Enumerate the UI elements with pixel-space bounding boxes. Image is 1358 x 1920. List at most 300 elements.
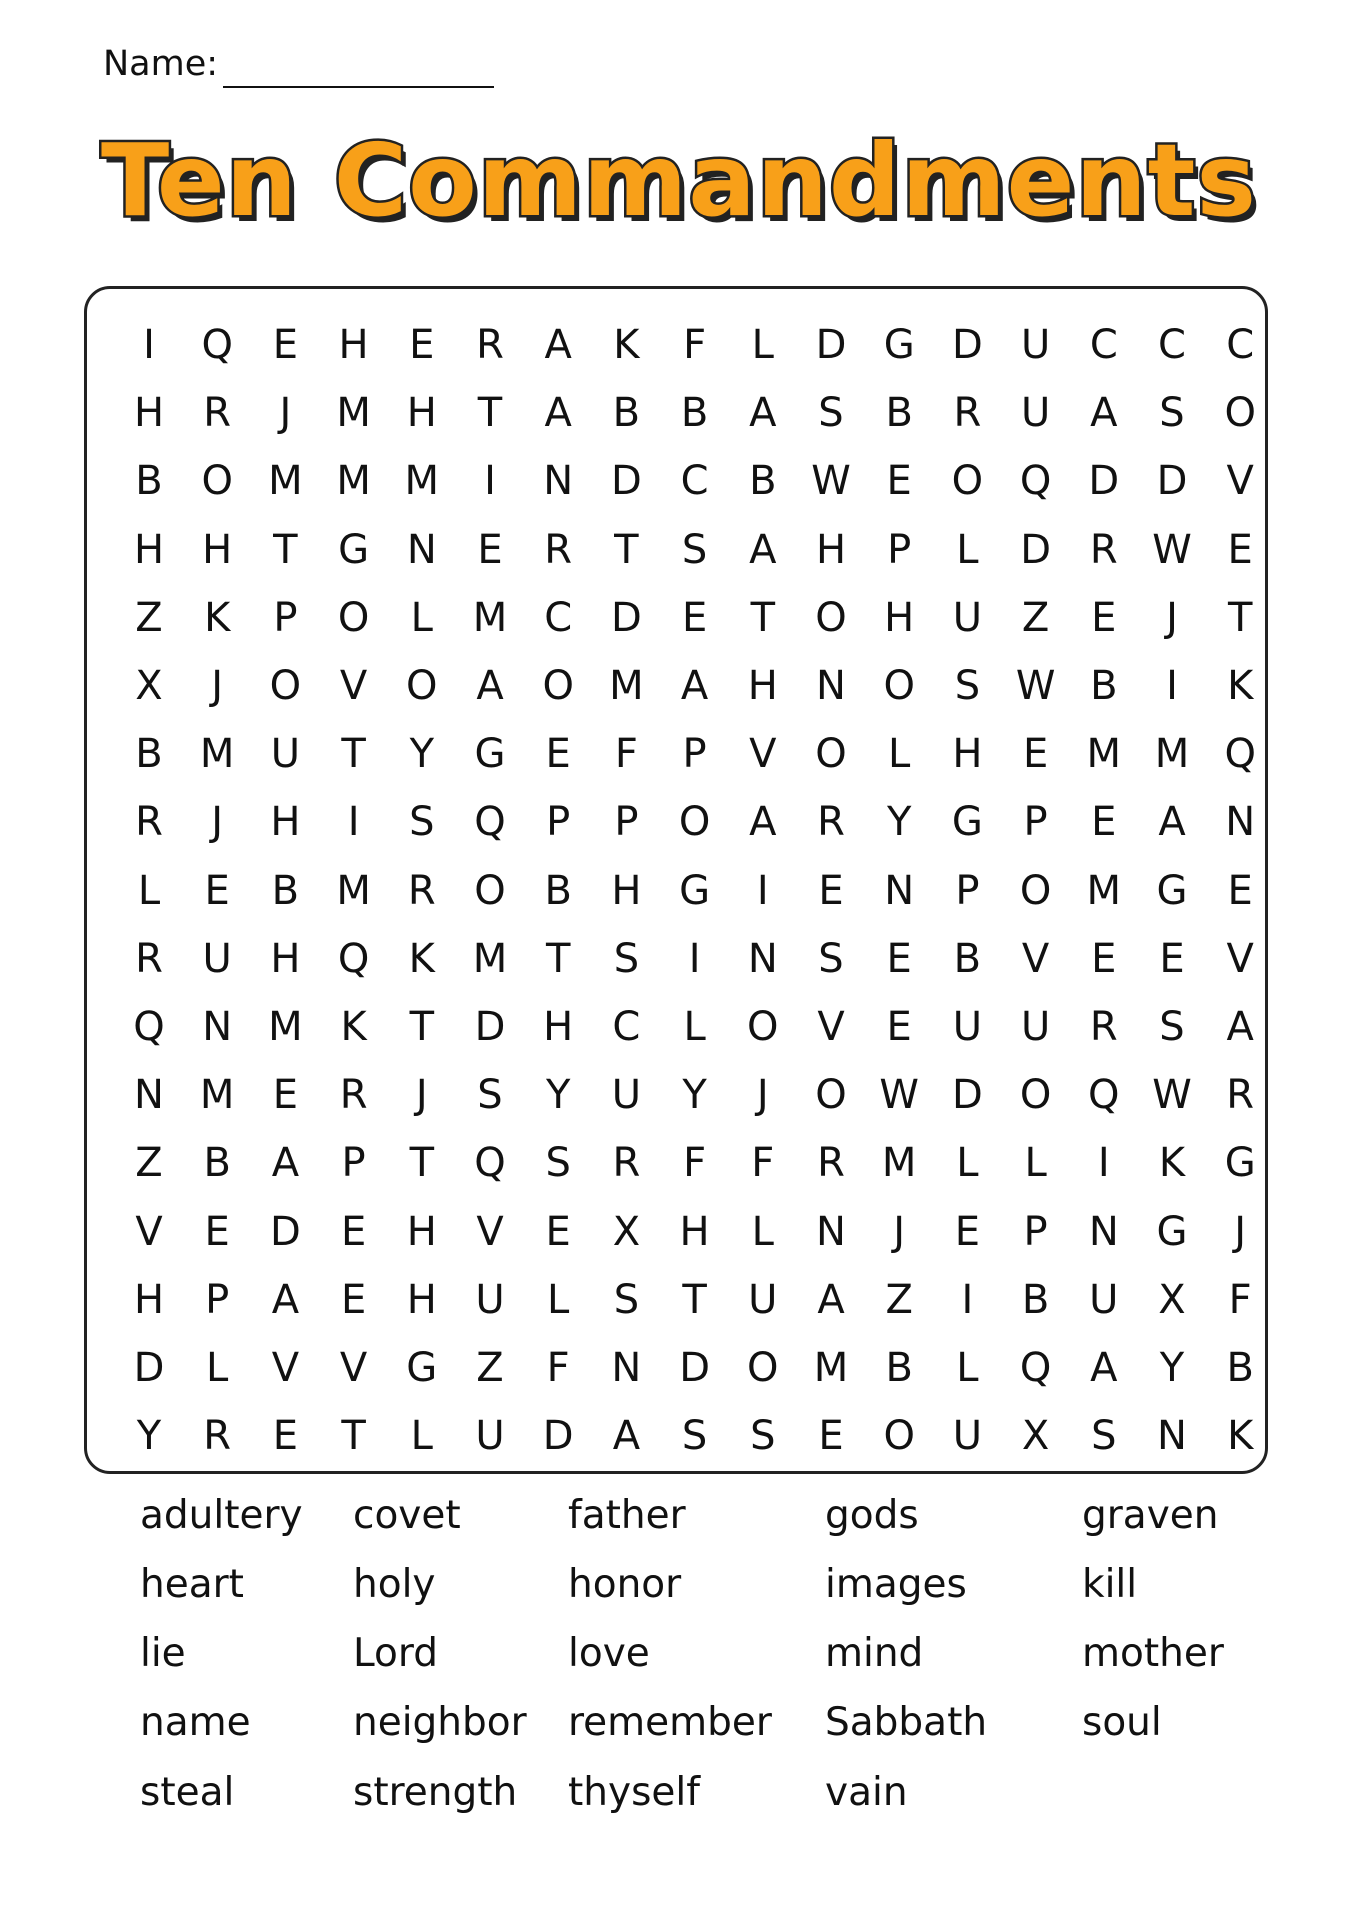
grid-cell[interactable]: R: [203, 1413, 232, 1460]
grid-cell[interactable]: Q: [337, 935, 370, 982]
grid-cell[interactable]: B: [612, 390, 641, 437]
grid-cell[interactable]: E: [204, 867, 230, 914]
grid-cell[interactable]: N: [816, 663, 846, 709]
grid-cell[interactable]: U: [270, 731, 301, 778]
grid-cell[interactable]: C: [1158, 322, 1186, 368]
grid-cell[interactable]: H: [133, 1276, 165, 1323]
grid-cell[interactable]: M: [881, 1140, 917, 1187]
grid-cell[interactable]: O: [337, 594, 370, 641]
grid-cell[interactable]: B: [885, 390, 913, 437]
grid-cell[interactable]: Z: [885, 1276, 913, 1323]
word-list-item: graven: [1082, 1493, 1219, 1538]
grid-cell[interactable]: M: [472, 594, 508, 641]
grid-cell[interactable]: U: [952, 1004, 983, 1050]
grid-cell[interactable]: O: [815, 1072, 847, 1119]
grid-cell[interactable]: P: [614, 799, 639, 846]
grid-cell[interactable]: I: [143, 322, 155, 368]
grid-cell[interactable]: L: [137, 867, 161, 914]
grid-cell[interactable]: I: [484, 458, 496, 505]
grid-cell[interactable]: Y: [136, 1413, 162, 1460]
grid-cell[interactable]: V: [476, 1208, 504, 1255]
grid-cell[interactable]: C: [544, 594, 573, 641]
grid-cell[interactable]: E: [886, 935, 912, 982]
grid-cell[interactable]: E: [545, 731, 571, 778]
grid-cell[interactable]: O: [678, 799, 711, 846]
grid-cell[interactable]: L: [751, 322, 774, 368]
grid-cell[interactable]: S: [613, 935, 640, 982]
grid-cell[interactable]: Y: [1159, 1345, 1185, 1391]
grid-cell[interactable]: E: [818, 1413, 844, 1460]
grid-cell[interactable]: S: [477, 1072, 503, 1119]
grid-cell[interactable]: G: [474, 731, 506, 778]
grid-cell[interactable]: R: [135, 935, 163, 982]
grid-cell[interactable]: G: [406, 1345, 438, 1391]
grid-cell[interactable]: F: [1228, 1276, 1252, 1323]
grid-cell[interactable]: L: [410, 1413, 433, 1460]
grid-cell[interactable]: H: [747, 663, 778, 709]
grid-cell[interactable]: V: [339, 1345, 368, 1391]
grid-cell[interactable]: A: [476, 663, 504, 709]
grid-cell[interactable]: G: [883, 322, 915, 368]
grid-cell[interactable]: V: [1226, 458, 1254, 505]
grid-cell[interactable]: T: [273, 526, 298, 573]
grid-cell[interactable]: W: [1152, 526, 1192, 573]
grid-cell[interactable]: O: [747, 1345, 779, 1391]
grid-cell[interactable]: L: [956, 1140, 979, 1187]
grid-cell[interactable]: A: [271, 1276, 300, 1323]
grid-cell[interactable]: P: [341, 1140, 366, 1187]
grid-cell[interactable]: E: [272, 1413, 299, 1460]
grid-cell[interactable]: N: [611, 1345, 642, 1391]
grid-cell[interactable]: L: [888, 731, 911, 778]
grid-cell[interactable]: B: [1021, 1276, 1050, 1323]
grid-cell[interactable]: P: [273, 594, 298, 641]
grid-cell[interactable]: C: [1226, 322, 1255, 368]
grid-cell[interactable]: S: [681, 526, 708, 573]
grid-cell[interactable]: P: [546, 799, 571, 846]
grid-cell[interactable]: D: [610, 458, 642, 505]
grid-cell[interactable]: R: [1089, 1004, 1118, 1050]
grid-cell[interactable]: R: [135, 799, 163, 846]
grid-cell[interactable]: N: [202, 1004, 233, 1050]
grid-cell[interactable]: P: [205, 1276, 230, 1323]
grid-cell[interactable]: D: [542, 1413, 574, 1460]
grid-cell[interactable]: A: [1158, 799, 1186, 846]
grid-cell[interactable]: H: [884, 594, 915, 641]
grid-cell[interactable]: V: [1226, 935, 1254, 982]
grid-cell[interactable]: H: [611, 867, 642, 914]
grid-cell[interactable]: A: [749, 390, 777, 437]
grid-cell[interactable]: D: [1020, 526, 1051, 573]
grid-cell[interactable]: K: [204, 594, 231, 641]
grid-cell[interactable]: V: [749, 731, 777, 778]
grid-cell[interactable]: L: [206, 1345, 229, 1391]
grid-cell[interactable]: W: [879, 1072, 919, 1119]
grid-cell[interactable]: E: [272, 322, 299, 368]
grid-cell[interactable]: R: [1226, 1072, 1255, 1119]
grid-cell[interactable]: F: [546, 1345, 570, 1391]
grid-cell[interactable]: L: [683, 1004, 706, 1050]
grid-cell[interactable]: Q: [474, 1140, 506, 1187]
grid-cell[interactable]: U: [475, 1276, 505, 1323]
grid-cell[interactable]: R: [817, 1140, 845, 1187]
grid-cell[interactable]: T: [1227, 594, 1253, 641]
grid-cell[interactable]: U: [202, 935, 232, 982]
grid-cell[interactable]: H: [133, 390, 165, 437]
grid-cell[interactable]: T: [545, 935, 571, 982]
word-list-item: lie: [140, 1631, 186, 1676]
grid-cell[interactable]: M: [199, 731, 235, 778]
grid-cell[interactable]: U: [748, 1276, 778, 1323]
grid-cell[interactable]: B: [135, 731, 163, 778]
grid-cell[interactable]: N: [134, 1072, 164, 1119]
grid-cell[interactable]: L: [751, 1208, 774, 1255]
grid-cell[interactable]: Q: [474, 799, 506, 846]
grid-cell[interactable]: G: [1156, 867, 1188, 914]
grid-cell[interactable]: L: [1024, 1140, 1047, 1187]
grid-cell[interactable]: E: [886, 1004, 912, 1050]
grid-cell[interactable]: V: [339, 663, 368, 709]
grid-cell[interactable]: O: [747, 1004, 779, 1050]
grid-cell[interactable]: P: [1023, 1208, 1048, 1255]
grid-cell[interactable]: R: [407, 867, 436, 914]
grid-cell[interactable]: L: [547, 1276, 570, 1323]
grid-cell[interactable]: X: [1158, 1276, 1186, 1323]
grid-cell[interactable]: A: [1226, 1004, 1254, 1050]
grid-cell[interactable]: Q: [1088, 1072, 1120, 1119]
grid-cell[interactable]: O: [1019, 867, 1052, 914]
grid-cell[interactable]: M: [1086, 867, 1122, 914]
grid-cell[interactable]: P: [887, 526, 912, 573]
grid-cell[interactable]: E: [272, 1072, 299, 1119]
grid-cell[interactable]: X: [612, 1208, 641, 1255]
word-list-item: holy: [353, 1562, 436, 1607]
word-list-item: gods: [825, 1493, 919, 1538]
grid-cell[interactable]: D: [679, 1345, 710, 1391]
grid-cell[interactable]: H: [202, 526, 233, 573]
grid-cell[interactable]: E: [204, 1208, 230, 1255]
grid-cell[interactable]: D: [610, 594, 642, 641]
grid-cell[interactable]: I: [1097, 1140, 1110, 1187]
grid-cell[interactable]: H: [406, 1208, 437, 1255]
grid-cell[interactable]: U: [1020, 1004, 1051, 1050]
grid-cell[interactable]: A: [544, 322, 572, 368]
grid-cell[interactable]: T: [409, 1140, 435, 1187]
grid-cell[interactable]: U: [1089, 1276, 1119, 1323]
grid-cell[interactable]: B: [1090, 663, 1118, 709]
grid-cell[interactable]: B: [749, 458, 777, 505]
grid-cell[interactable]: M: [268, 458, 303, 505]
grid-cell[interactable]: G: [338, 526, 370, 573]
grid-cell[interactable]: H: [406, 390, 437, 437]
grid-cell[interactable]: R: [203, 390, 232, 437]
grid-cell[interactable]: M: [1154, 731, 1190, 778]
grid-cell[interactable]: R: [544, 526, 573, 573]
grid-cell[interactable]: U: [952, 594, 983, 641]
grid-cell[interactable]: C: [1089, 322, 1118, 368]
grid-cell[interactable]: B: [953, 935, 982, 982]
page-title: Ten Commandments: [100, 122, 1258, 239]
grid-cell[interactable]: O: [1019, 1072, 1052, 1119]
grid-cell[interactable]: X: [1021, 1413, 1050, 1460]
grid-cell[interactable]: A: [749, 799, 777, 846]
grid-cell[interactable]: F: [683, 322, 707, 368]
grid-cell[interactable]: H: [270, 799, 301, 846]
grid-cell[interactable]: U: [475, 1413, 505, 1460]
grid-cell[interactable]: F: [683, 1140, 707, 1187]
grid-cell[interactable]: V: [271, 1345, 300, 1391]
grid-cell[interactable]: T: [409, 1004, 435, 1050]
grid-cell[interactable]: J: [415, 1072, 428, 1119]
grid-cell[interactable]: Y: [886, 799, 912, 846]
grid-cell[interactable]: E: [340, 1276, 367, 1323]
grid-cell[interactable]: A: [817, 1276, 845, 1323]
grid-cell[interactable]: J: [211, 663, 224, 709]
grid-cell[interactable]: S: [818, 390, 844, 437]
grid-cell[interactable]: M: [336, 458, 371, 505]
grid-cell[interactable]: B: [1226, 1345, 1254, 1391]
grid-cell[interactable]: J: [893, 1208, 906, 1255]
grid-cell[interactable]: E: [1091, 594, 1117, 641]
word-list-item: father: [568, 1493, 686, 1538]
grid-cell[interactable]: P: [1023, 799, 1048, 846]
grid-cell[interactable]: H: [815, 526, 847, 573]
grid-cell[interactable]: M: [813, 1345, 849, 1391]
grid-cell[interactable]: H: [406, 1276, 437, 1323]
grid-cell[interactable]: L: [956, 526, 979, 573]
grid-cell[interactable]: V: [817, 1004, 845, 1050]
grid-cell[interactable]: D: [1088, 458, 1120, 505]
grid-cell[interactable]: H: [952, 731, 983, 778]
grid-cell[interactable]: A: [1090, 390, 1118, 437]
grid-cell[interactable]: S: [954, 663, 981, 709]
grid-cell[interactable]: O: [269, 663, 302, 709]
grid-cell[interactable]: E: [954, 1208, 981, 1255]
grid-cell[interactable]: U: [1020, 322, 1051, 368]
grid-cell[interactable]: T: [682, 1276, 707, 1323]
grid-cell[interactable]: R: [817, 799, 845, 846]
grid-cell[interactable]: K: [1227, 1413, 1254, 1460]
grid-cell[interactable]: S: [750, 1413, 776, 1460]
word-list-item: kill: [1082, 1562, 1138, 1607]
grid-cell[interactable]: S: [613, 1276, 640, 1323]
grid-cell[interactable]: S: [1159, 1004, 1185, 1050]
grid-cell[interactable]: Z: [135, 594, 163, 641]
grid-cell[interactable]: E: [1091, 935, 1117, 982]
grid-cell[interactable]: V: [135, 1208, 163, 1255]
grid-cell[interactable]: E: [1091, 799, 1117, 846]
grid-cell[interactable]: M: [336, 867, 371, 914]
grid-cell[interactable]: G: [679, 867, 711, 914]
grid-cell[interactable]: H: [679, 1208, 710, 1255]
grid-cell[interactable]: N: [406, 526, 437, 573]
grid-cell[interactable]: O: [883, 1413, 915, 1460]
grid-cell[interactable]: M: [472, 935, 508, 982]
grid-cell[interactable]: R: [612, 1140, 641, 1187]
grid-cell[interactable]: O: [474, 867, 506, 914]
grid-cell[interactable]: O: [1224, 390, 1256, 437]
word-list-item: heart: [140, 1562, 244, 1607]
grid-cell[interactable]: M: [199, 1072, 235, 1119]
grid-cell[interactable]: D: [951, 322, 983, 368]
grid-cell[interactable]: J: [211, 799, 224, 846]
grid-cell[interactable]: H: [133, 526, 165, 573]
grid-cell[interactable]: E: [818, 867, 844, 914]
grid-cell[interactable]: Q: [1019, 1345, 1052, 1391]
grid-cell[interactable]: S: [1159, 390, 1185, 437]
grid-cell[interactable]: W: [1015, 663, 1056, 709]
grid-cell[interactable]: O: [815, 594, 847, 641]
word-list-item: steal: [140, 1770, 235, 1815]
grid-cell[interactable]: B: [135, 458, 163, 505]
grid-cell[interactable]: E: [1159, 935, 1185, 982]
grid-cell[interactable]: P: [955, 867, 980, 914]
grid-cell[interactable]: N: [816, 1208, 846, 1255]
grid-cell[interactable]: S: [818, 935, 844, 982]
grid-cell[interactable]: A: [749, 526, 777, 573]
grid-cell[interactable]: Q: [1019, 458, 1052, 505]
grid-cell[interactable]: T: [341, 731, 366, 778]
grid-cell[interactable]: Y: [545, 1072, 571, 1119]
grid-cell[interactable]: A: [612, 1413, 641, 1460]
grid-cell[interactable]: Z: [476, 1345, 504, 1391]
grid-cell[interactable]: D: [951, 1072, 983, 1119]
grid-cell[interactable]: O: [815, 731, 847, 778]
grid-cell[interactable]: N: [1088, 1208, 1119, 1255]
grid-cell[interactable]: W: [811, 458, 851, 505]
grid-cell[interactable]: X: [135, 663, 163, 709]
grid-cell[interactable]: G: [1224, 1140, 1256, 1187]
grid-cell[interactable]: E: [340, 1208, 367, 1255]
grid-cell[interactable]: I: [961, 1276, 974, 1323]
grid-cell[interactable]: B: [885, 1345, 913, 1391]
grid-cell[interactable]: W: [1152, 1072, 1192, 1119]
grid-cell[interactable]: R: [1089, 526, 1118, 573]
grid-cell[interactable]: A: [271, 1140, 300, 1187]
grid-cell[interactable]: Y: [409, 731, 435, 778]
grid-cell[interactable]: H: [543, 1004, 574, 1050]
grid-cell[interactable]: S: [545, 1140, 571, 1187]
grid-cell[interactable]: J: [279, 390, 292, 437]
grid-cell[interactable]: D: [815, 322, 847, 368]
grid-cell[interactable]: R: [953, 390, 982, 437]
grid-cell[interactable]: Z: [1021, 594, 1050, 641]
grid-cell[interactable]: M: [1086, 731, 1122, 778]
grid-cell[interactable]: D: [269, 1208, 301, 1255]
grid-cell[interactable]: C: [612, 1004, 641, 1050]
grid-cell[interactable]: N: [543, 458, 574, 505]
grid-cell[interactable]: J: [756, 1072, 769, 1119]
grid-cell[interactable]: T: [614, 526, 639, 573]
grid-cell[interactable]: F: [614, 731, 638, 778]
grid-cell[interactable]: O: [542, 663, 574, 709]
grid-cell[interactable]: B: [271, 867, 300, 914]
grid-cell[interactable]: E: [886, 458, 912, 505]
grid-cell[interactable]: S: [1091, 1413, 1117, 1460]
grid-cell[interactable]: A: [544, 390, 572, 437]
grid-cell[interactable]: E: [409, 322, 435, 368]
grid-cell[interactable]: S: [409, 799, 435, 846]
grid-cell[interactable]: I: [347, 799, 360, 846]
grid-cell[interactable]: K: [1158, 1140, 1186, 1187]
grid-cell[interactable]: J: [1234, 1208, 1247, 1255]
grid-cell[interactable]: C: [680, 458, 709, 505]
grid-cell[interactable]: D: [133, 1345, 165, 1391]
grid-cell[interactable]: O: [406, 663, 438, 709]
grid-cell[interactable]: I: [756, 867, 769, 914]
grid-cell[interactable]: I: [688, 935, 701, 982]
grid-cell[interactable]: Z: [135, 1140, 163, 1187]
grid-cell[interactable]: J: [1166, 594, 1178, 641]
grid-cell[interactable]: U: [611, 1072, 642, 1119]
grid-cell[interactable]: E: [681, 594, 708, 641]
grid-cell[interactable]: Q: [201, 322, 233, 368]
grid-cell[interactable]: U: [952, 1413, 983, 1460]
name-line[interactable]: [223, 86, 494, 88]
grid-cell[interactable]: O: [201, 458, 233, 505]
grid-cell[interactable]: B: [544, 867, 572, 914]
grid-cell[interactable]: I: [1166, 663, 1178, 709]
grid-cell[interactable]: D: [1156, 458, 1188, 505]
grid-cell[interactable]: T: [477, 390, 503, 437]
grid-cell[interactable]: T: [341, 1413, 366, 1460]
grid-cell[interactable]: R: [339, 1072, 368, 1119]
grid-cell[interactable]: H: [270, 935, 301, 982]
grid-cell[interactable]: B: [680, 390, 709, 437]
word-search-grid: [87, 289, 1265, 1471]
grid-cell[interactable]: T: [750, 594, 776, 641]
grid-cell[interactable]: E: [1227, 867, 1253, 914]
grid-cell[interactable]: G: [951, 799, 983, 846]
grid-cell[interactable]: L: [410, 594, 433, 641]
grid-cell[interactable]: E: [477, 526, 503, 573]
grid-cell[interactable]: K: [340, 1004, 367, 1050]
grid-cell[interactable]: M: [404, 458, 440, 505]
grid-cell[interactable]: R: [476, 322, 504, 368]
grid-cell[interactable]: D: [474, 1004, 506, 1050]
grid-cell[interactable]: Q: [133, 1004, 165, 1050]
grid-cell[interactable]: K: [613, 322, 640, 368]
grid-cell[interactable]: K: [1227, 663, 1254, 709]
grid-cell[interactable]: L: [956, 1345, 979, 1391]
grid-cell[interactable]: M: [336, 390, 371, 437]
grid-cell[interactable]: Y: [682, 1072, 707, 1119]
grid-cell[interactable]: E: [545, 1208, 571, 1255]
grid-cell[interactable]: O: [951, 458, 984, 505]
grid-cell[interactable]: N: [884, 867, 915, 914]
grid-cell[interactable]: K: [408, 935, 435, 982]
grid-cell[interactable]: N: [747, 935, 778, 982]
grid-cell[interactable]: E: [1227, 526, 1253, 573]
grid-cell[interactable]: P: [682, 731, 707, 778]
grid-cell[interactable]: H: [338, 322, 369, 368]
grid-cell[interactable]: G: [1156, 1208, 1188, 1255]
grid-cell[interactable]: S: [681, 1413, 708, 1460]
grid-cell[interactable]: A: [680, 663, 709, 709]
grid-cell[interactable]: U: [1020, 390, 1051, 437]
grid-cell[interactable]: B: [203, 1140, 231, 1187]
grid-cell[interactable]: M: [268, 1004, 303, 1050]
grid-cell[interactable]: N: [1157, 1413, 1187, 1460]
grid-cell[interactable]: E: [1022, 731, 1049, 778]
grid-cell[interactable]: M: [609, 663, 644, 709]
grid-cell[interactable]: A: [1090, 1345, 1118, 1391]
grid-cell[interactable]: O: [883, 663, 915, 709]
grid-cell[interactable]: F: [751, 1140, 775, 1187]
grid-cell[interactable]: N: [1225, 799, 1256, 846]
grid-cell[interactable]: Q: [1224, 731, 1256, 778]
grid-cell[interactable]: V: [1021, 935, 1050, 982]
